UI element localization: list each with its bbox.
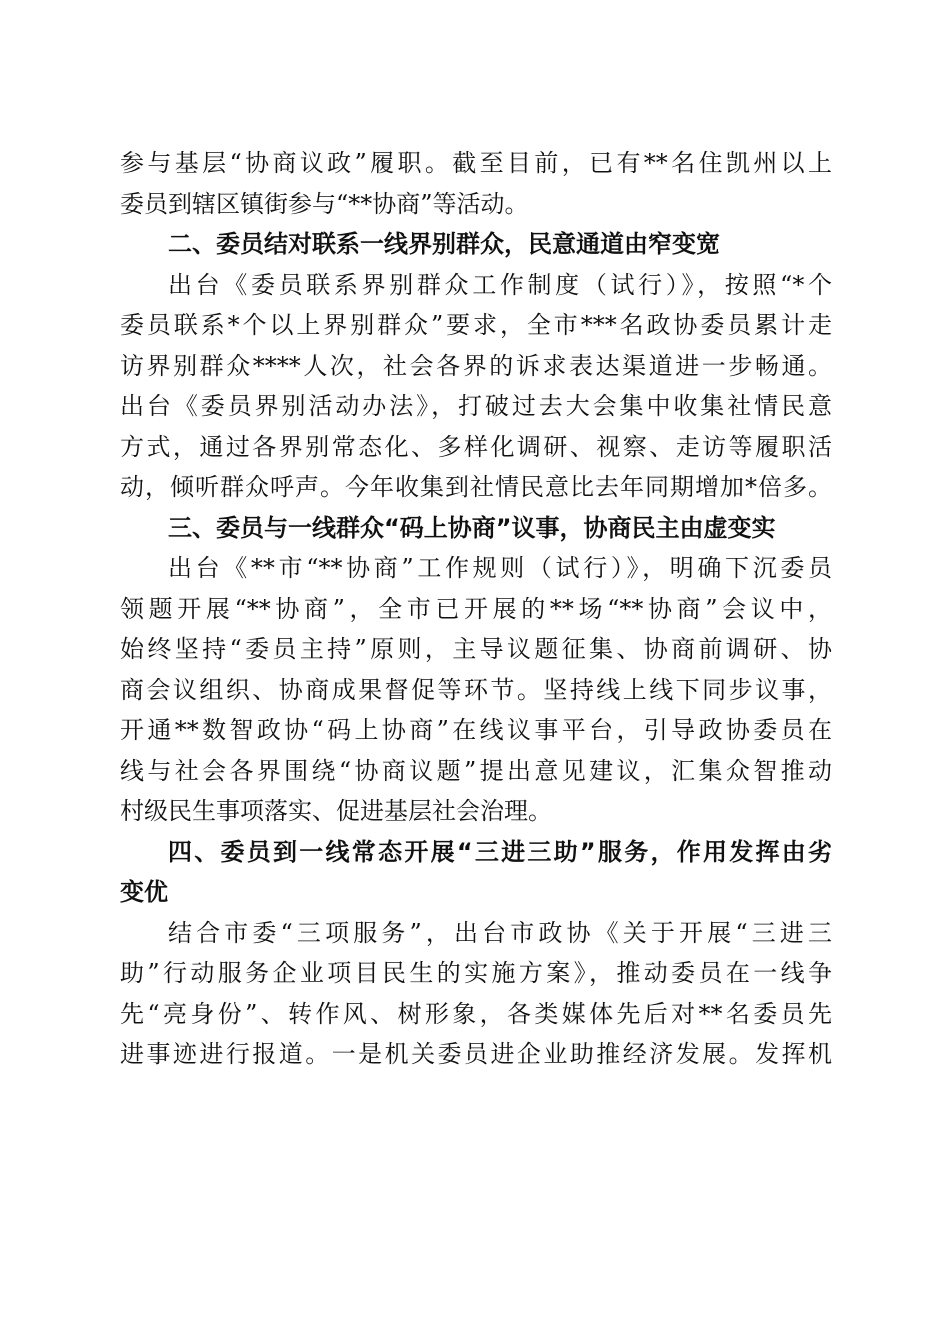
body-text-line: 委员到辖区镇街参与“**协商”等活动。 (120, 189, 529, 218)
body-text-line: 领题开展“**协商”，全市已开展的**场“**协商”会议中， (120, 594, 832, 623)
body-text-line: 结合市委“三项服务”，出台市政协《关于开展“三进三 (168, 918, 832, 947)
body-text-line: 动，倾听群众呼声。今年收集到社情民意比去年同期增加*倍多。 (120, 473, 832, 501)
body-text-line: 线与社会各界围绕“协商议题”提出意见建议，汇集众智推动 (120, 756, 832, 785)
body-text-line: 始终坚持“委员主持”原则，主导议题征集、协商前调研、协 (120, 635, 832, 663)
body-text-line: 村级民生事项落实、促进基层社会治理。 (120, 797, 552, 825)
body-text-line: 助”行动服务企业项目民生的实施方案》，推动委员在一线争 (120, 959, 832, 987)
section-heading-3: 三、委员与一线群众“码上协商”议事，协商民主由虚变实 (168, 513, 776, 542)
body-text-line: 出台《**市“**协商”工作规则（试行）》，明确下沉委员 (168, 554, 832, 582)
body-text-line: 商会议组织、协商成果督促等环节。坚持线上线下同步议事， (120, 675, 832, 704)
body-text-line: 进事迹进行报道。一是机关委员进企业助推经济发展。发挥机 (120, 1040, 832, 1068)
body-text-line: 方式，通过各界别常态化、多样化调研、视察、走访等履职活 (120, 432, 832, 461)
body-text-line: 访界别群众****人次，社会各界的诉求表达渠道进一步畅通。 (120, 351, 832, 380)
body-text-line: 委员联系*个以上界别群众”要求，全市***名政协委员累计走 (120, 311, 832, 339)
section-heading-4: 四、委员到一线常态开展“三进三助”服务，作用发挥由劣 (168, 837, 832, 866)
section-heading-4-continued: 变优 (120, 878, 168, 906)
body-text-line: 出台《委员界别活动办法》，打破过去大会集中收集社情民意 (120, 392, 832, 420)
body-text-line: 出台《委员联系界别群众工作制度（试行）》，按照“*个 (168, 270, 832, 299)
body-text-line: 参与基层“协商议政”履职。截至目前，已有**名住凯州以上 (120, 149, 832, 177)
section-heading-2: 二、委员结对联系一线界别群众，民意通道由窄变宽 (168, 230, 720, 258)
body-text-line: 开通**数智政协“码上协商”在线议事平台，引导政协委员在 (120, 716, 832, 744)
body-text-line: 先“亮身份”、转作风、树形象，各类媒体先后对**名委员先 (120, 999, 832, 1028)
document-body (120, 143, 832, 1075)
